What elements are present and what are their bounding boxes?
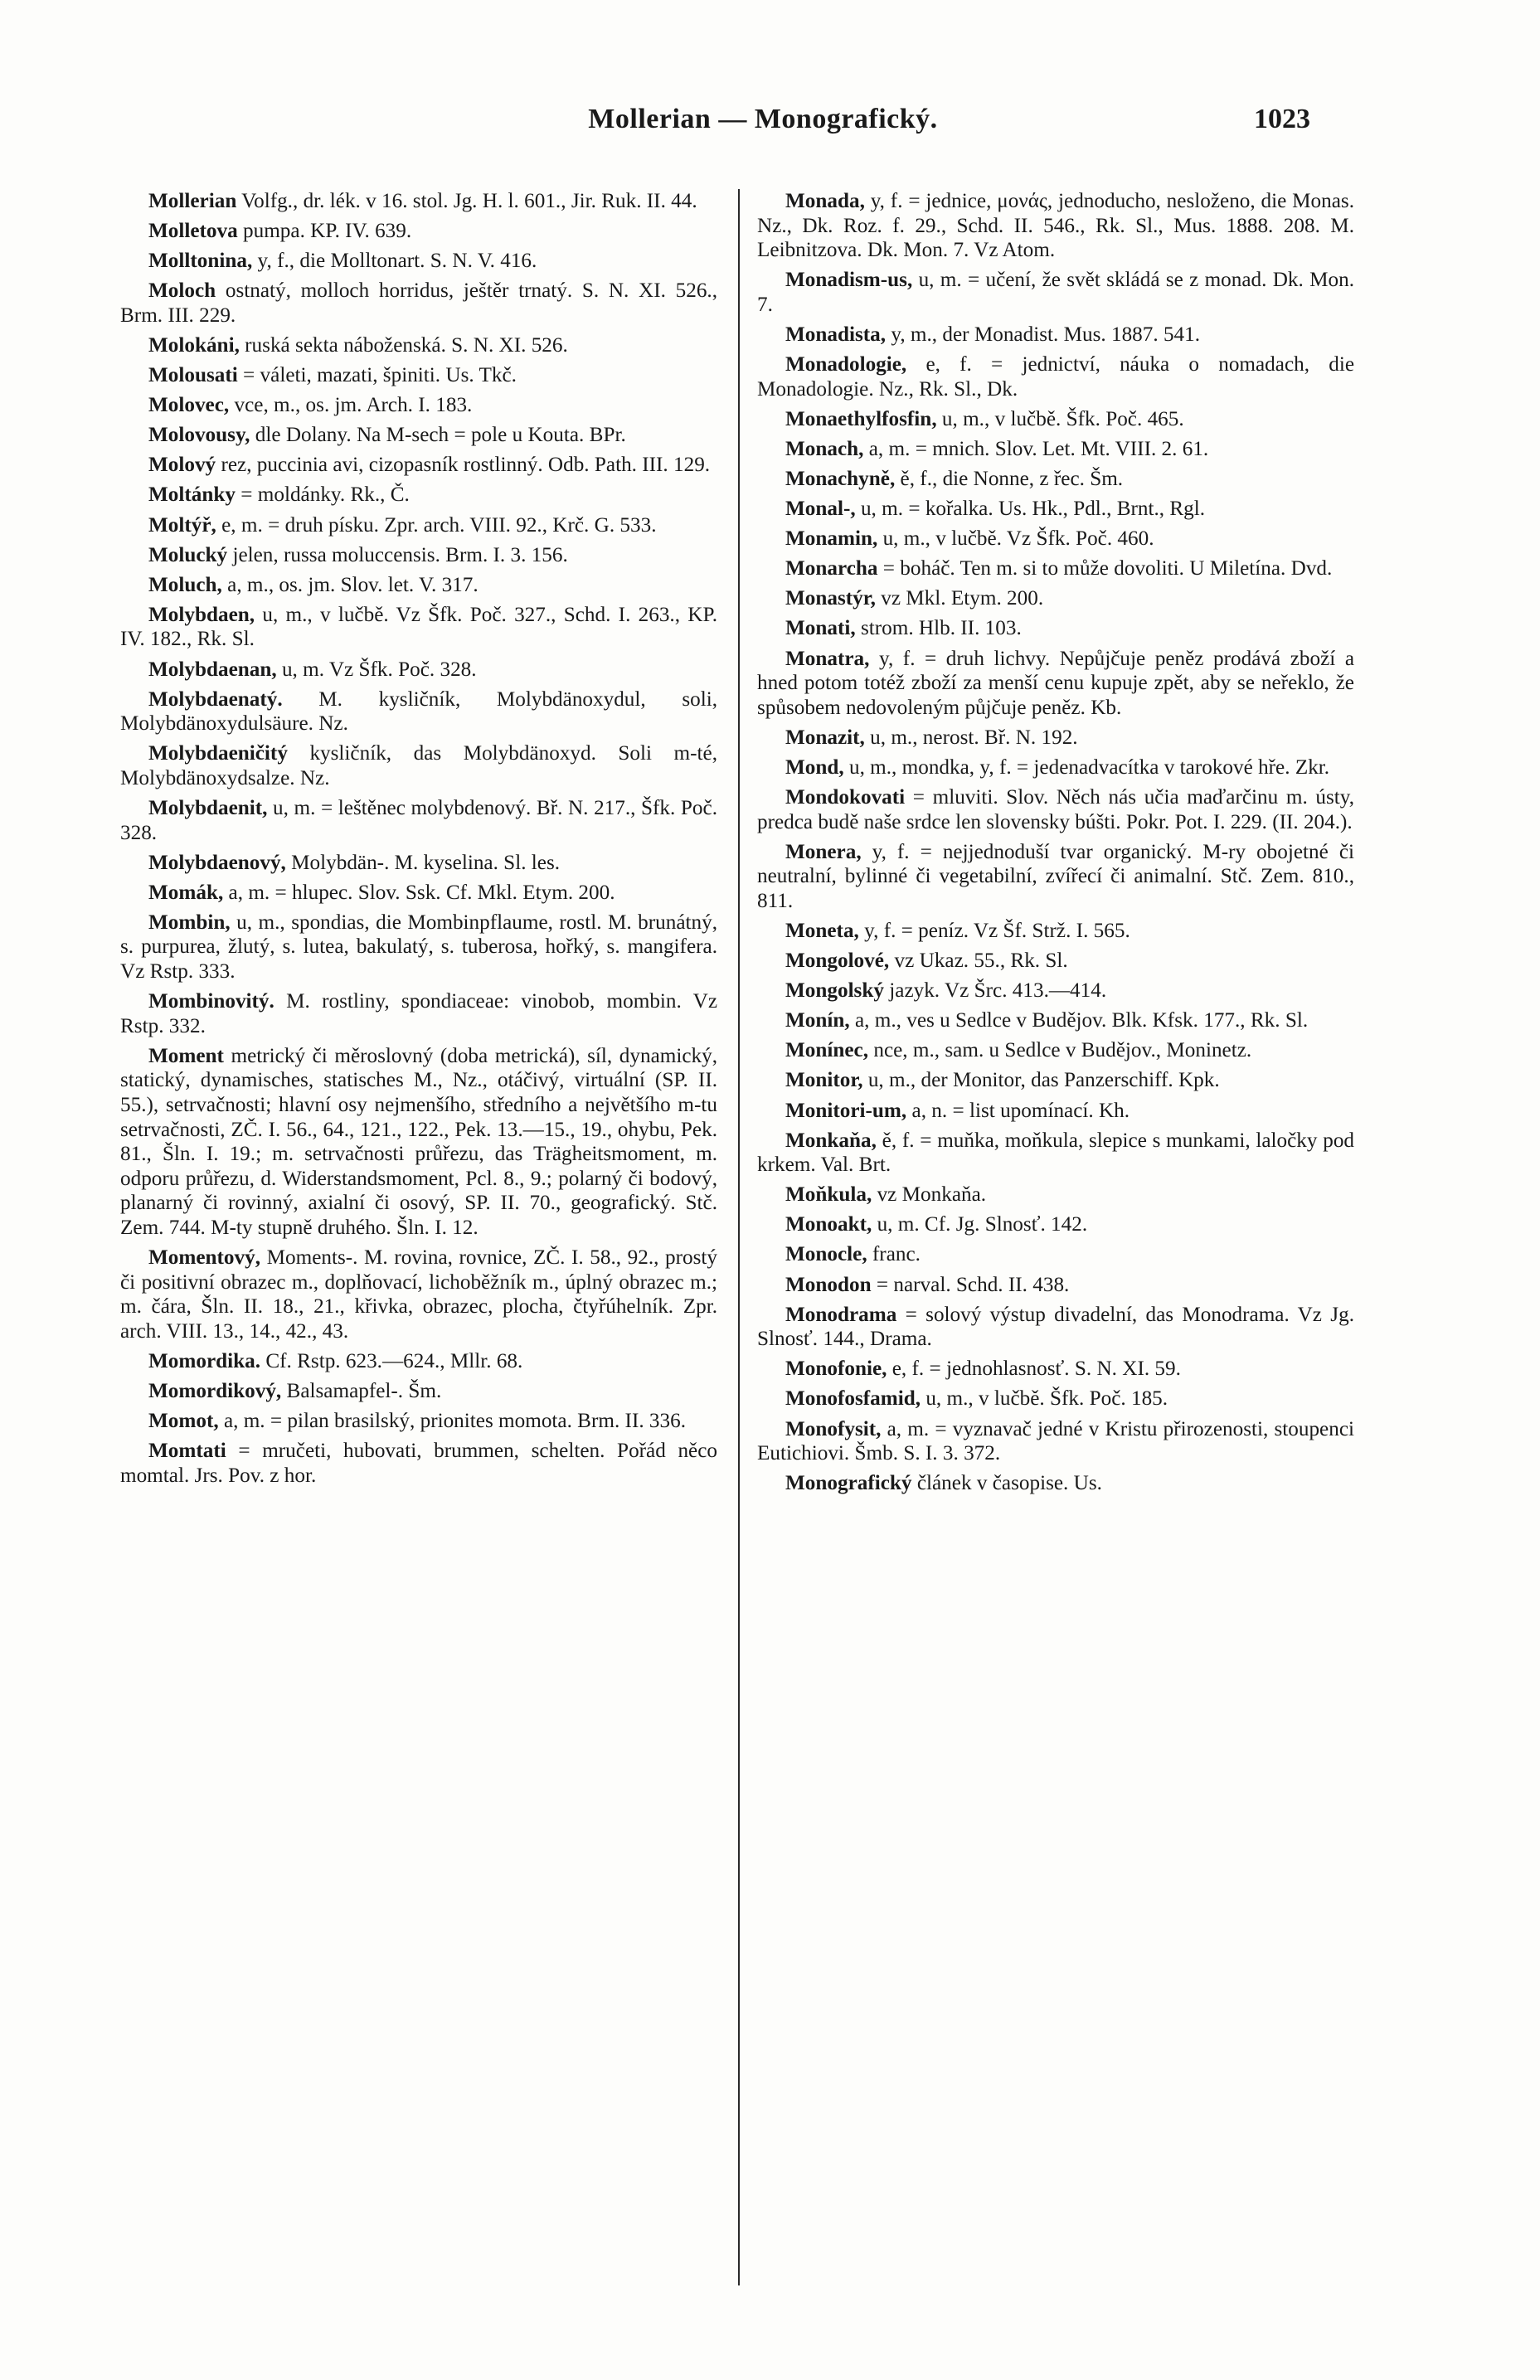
dictionary-entry: [757, 726, 1354, 750]
dictionary-entry: [120, 483, 717, 508]
dictionary-entry: [757, 1417, 1354, 1466]
entry-definition: metrický či měroslovný (doba metrická), síl, dynamický, statický, dynamisches, statisches M., Nz., otáčivý, virtuální (SP. II. 55.), setrvačnosti; hlavní osy nejmenšího, středního a největšího m-tu setrvačnosti, ZČ. I. 56., 64., 121., 122., Pek. 13.—15., 19., ohybu, Pek. 81., Šln. I. 19.; m. setrvačnosti průřezu, das Trägheitsmoment, m. odporu průřezu, d. Widerstandsmoment, Pcl. 8., 9.; polarný či bodový, planarný či rovinný, axialní či osový, SP. II. 70., geografický. Stč. Zem. 744. M-ty stupně druhého. Šln. I. 12.: [120, 1044, 718, 1239]
entry-headword: Momot,: [148, 1410, 219, 1433]
entry-headword: Monera,: [785, 840, 862, 863]
entry-definition: Cf. Rstp. 623.—624., Mllr. 68.: [265, 1349, 523, 1372]
entry-definition: = moldánky. Rk., Č.: [240, 483, 410, 507]
entry-definition: franc.: [872, 1243, 921, 1266]
entry-definition: u, m. Vz Šfk. Poč. 328.: [281, 658, 477, 681]
dictionary-entry: [120, 393, 717, 418]
entry-headword: Mombinovitý.: [148, 990, 274, 1013]
entry-headword: Monazit,: [785, 726, 865, 749]
dictionary-entry: [757, 497, 1354, 522]
entry-headword: Monaethylfosfin,: [785, 407, 937, 430]
dictionary-entry: [757, 352, 1354, 401]
dictionary-entry: [120, 851, 717, 876]
entry-headword: Moluch,: [148, 573, 222, 596]
entry-definition: y, f. = nejjednoduší tvar organický. M-ry obojetné či neutralní, bylinné či vegetabilní, zvířecí či animalní. Stč. Zem. 810., 811.: [757, 840, 1354, 912]
entry-headword: Monal-,: [785, 498, 856, 521]
entry-definition: = mručeti, hubovati, brummen, schelten. Pořád něco momtal. Jrs. Pov. z hor.: [120, 1440, 718, 1487]
entry-headword: Monocle,: [785, 1243, 867, 1266]
entry-definition: a, m. = mnich. Slov. Let. Mt. VIII. 2. 61.: [868, 437, 1209, 460]
entry-definition: u, m. Cf. Jg. Slnosť. 142.: [877, 1213, 1088, 1236]
dictionary-entry: [757, 1273, 1354, 1298]
running-head: [124, 104, 1310, 145]
entry-definition: u, m. = leštěnec molybdenový. Bř. N. 217., Šfk. Poč. 328.: [120, 796, 717, 844]
entry-headword: Monadism-us,: [785, 269, 913, 292]
entry-headword: Monodrama: [785, 1303, 897, 1326]
entry-definition: pumpa. KP. IV. 639.: [243, 220, 412, 243]
dictionary-entry: [757, 1068, 1354, 1093]
entry-headword: Monadologie,: [785, 353, 907, 376]
dictionary-entry: [120, 1439, 717, 1488]
entry-headword: Momordikový,: [148, 1380, 282, 1403]
dictionary-entry: [120, 513, 717, 538]
dictionary-entry: [757, 1183, 1354, 1207]
entry-definition: u, m., nerost. Bř. N. 192.: [870, 726, 1078, 749]
entry-headword: Monínec,: [785, 1039, 869, 1062]
entry-definition: a, m., os. jm. Slov. let. V. 317.: [227, 573, 479, 596]
dictionary-entry: [757, 979, 1354, 1003]
entry-definition: Volfg., dr. lék. v 16. stol. Jg. H. l. 601., Jir. Ruk. II. 44.: [241, 190, 697, 212]
entry-headword: Momentový,: [148, 1246, 261, 1270]
entry-headword: Monofysit,: [785, 1417, 882, 1440]
entry-headword: Monadista,: [785, 323, 887, 346]
dictionary-entry: [120, 1246, 717, 1343]
entry-definition: a, m. = pilan brasilský, prionites momota. Brm. II. 336.: [223, 1410, 687, 1433]
entry-definition: = boháč. Ten m. si to může dovoliti. U Miletína. Dvd.: [882, 557, 1333, 580]
dictionary-entry: [757, 647, 1354, 721]
entry-definition: ě, f. = muňka, moňkula, slepice s munkami, laločky pod krkem. Val. Brt.: [757, 1129, 1355, 1177]
entry-definition: nce, m., sam. u Sedlce v Budějov., Moninetz.: [873, 1039, 1252, 1062]
dictionary-entry: [120, 219, 717, 244]
dictionary-entry: [757, 1129, 1354, 1178]
entry-definition: a, m., ves u Sedlce v Budějov. Blk. Kfsk. 177., Rk. Sl.: [854, 1009, 1309, 1032]
entry-definition: u, m., v lučbě. Šfk. Poč. 185.: [925, 1387, 1168, 1411]
entry-definition: vz Mkl. Etym. 200.: [881, 587, 1044, 610]
entry-definition: y, f. = jednice, μονάς, jednoducho, nesloženo, die Monas. Nz., Dk. Roz. f. 29., Schd. II. 546., Rk. Sl., Mus. 1888. 208. M. Leibnitzova. Dk. Mon. 7. Vz Atom.: [757, 190, 1354, 262]
dictionary-entry: [120, 911, 717, 984]
entry-definition: u, m., spondias, die Mombinpflaume, rostl. M. brunátný, s. purpurea, žlutý, s. lutea, bakulatý, s. tuberosa, hořký, s. mangifera. Vz Rstp. 333.: [120, 911, 717, 984]
entry-headword: Molokáni,: [148, 333, 240, 357]
page-number: 1023: [1254, 104, 1310, 134]
entry-headword: Momák,: [148, 881, 224, 904]
entry-headword: Monach,: [785, 437, 864, 460]
entry-definition: y, f. = druh lichvy. Nepůjčuje peněz prodává zboží a hned potom totéž zboží za menší cenu kupuje zpět, aby se neřeklo, že spůsobem nedovoleným půjčuje peněz. Kb.: [757, 647, 1354, 719]
entry-headword: Mombin,: [148, 911, 231, 934]
entry-headword: Molybdaenan,: [148, 658, 277, 681]
entry-definition: jazyk. Vz Šrc. 413.—414.: [889, 979, 1107, 1003]
entry-definition: y, f. = peníz. Vz Šf. Strž. I. 565.: [864, 919, 1130, 942]
entry-definition: e, f. = jednictví, náuka o nomadach, die Monadologie. Nz., Rk. Sl., Dk.: [757, 353, 1355, 401]
dictionary-entry: [120, 881, 717, 906]
entry-definition: a, n. = list upomínací. Kh.: [911, 1099, 1130, 1122]
dictionary-entry: [757, 556, 1354, 581]
entry-headword: Monografický: [785, 1472, 912, 1495]
dictionary-entry: [757, 1471, 1354, 1496]
entry-headword: Monitor,: [785, 1069, 863, 1092]
dictionary-entry: [120, 423, 717, 448]
entry-definition: e, f. = jednohlasnosť. S. N. XI. 59.: [891, 1358, 1181, 1381]
entry-headword: Monada,: [785, 190, 865, 212]
entry-headword: Monatra,: [785, 647, 870, 670]
dictionary-entry: [757, 1212, 1354, 1237]
entry-headword: Mondokovati: [785, 785, 906, 809]
dictionary-entry: [120, 189, 717, 214]
entry-definition: ostnatý, molloch horridus, ještěr trnatý. S. N. XI. 526., Brm. III. 229.: [120, 279, 718, 327]
entry-definition: strom. Hlb. II. 103.: [860, 617, 1022, 640]
dictionary-entry: [120, 658, 717, 682]
entry-definition: vce, m., os. jm. Arch. I. 183.: [234, 394, 473, 417]
entry-headword: Molybdaenový,: [148, 851, 286, 874]
entry-headword: Molovousy,: [148, 424, 250, 447]
dictionary-entry: [757, 407, 1354, 432]
entry-definition: u, m., mondka, y, f. = jedenadvacítka v tarokové hře. Zkr.: [848, 755, 1330, 779]
entry-headword: Moloch: [148, 279, 216, 303]
entry-headword: Monofonie,: [785, 1358, 887, 1381]
dictionary-entry: [757, 755, 1354, 780]
dictionary-entry: [120, 741, 717, 790]
dictionary-entry: [120, 543, 717, 568]
dictionary-entry: [757, 437, 1354, 462]
entry-definition: článek v časopise. Us.: [916, 1472, 1102, 1495]
entry-headword: Molletova: [148, 220, 238, 243]
entry-headword: Mollerian: [148, 190, 237, 212]
entry-headword: Monamin,: [785, 527, 878, 551]
dictionary-entry: [757, 527, 1354, 551]
entry-definition: ě, f., die Nonne, z řec. Šm.: [900, 467, 1124, 490]
entry-definition: a, m. = vyznavač jedné v Kristu přirozenosti, stoupenci Eutichiovi. Šmb. S. I. 3. 372.: [757, 1417, 1354, 1465]
entry-headword: Moňkula,: [785, 1183, 872, 1207]
dictionary-entry: [120, 573, 717, 598]
dictionary-entry: [757, 1099, 1354, 1124]
entry-definition: y, m., der Monadist. Mus. 1887. 541.: [891, 323, 1201, 346]
entry-headword: Molltonina,: [148, 250, 253, 273]
dictionary-entry: [757, 949, 1354, 974]
dictionary-entry: [120, 1409, 717, 1434]
dictionary-entry: [757, 323, 1354, 347]
entry-definition: y, f., die Molltonart. S. N. V. 416.: [257, 250, 537, 273]
entry-definition: kysličník, das Molybdänoxyd. Soli m-té, Molybdänoxydsalze. Nz.: [120, 742, 717, 789]
entry-headword: Moneta,: [785, 919, 859, 942]
entry-definition: u, m. = kořalka. Us. Hk., Pdl., Brnt., Rgl.: [860, 498, 1206, 521]
entry-definition: Balsamapfel-. Šm.: [286, 1380, 442, 1403]
dictionary-entry: [757, 1357, 1354, 1382]
dictionary-entry: [120, 687, 717, 736]
entry-definition: = mluviti. Slov. Něch nás učia maďarčinu m. ústy, predca budě naše srdce len slovensky búšti. Pokr. Pot. I. 229. (II. 204.).: [757, 785, 1355, 833]
entry-headword: Molovec,: [148, 394, 230, 417]
dictionary-entry: [120, 796, 717, 845]
dictionary-entry: [120, 1044, 717, 1241]
entry-headword: Mongolové,: [785, 950, 890, 973]
entry-headword: Monoakt,: [785, 1213, 872, 1236]
entry-headword: Molový: [148, 454, 216, 477]
dictionary-entry: [120, 333, 717, 358]
entry-definition: = narval. Schd. II. 438.: [876, 1273, 1070, 1296]
entry-headword: Monodon: [785, 1273, 872, 1296]
entry-definition: vz Monkaňa.: [877, 1183, 987, 1207]
entry-definition: u, m. = učení, že svět skládá se z monad. Dk. Mon. 7.: [757, 269, 1355, 316]
dictionary-entry: [120, 1349, 717, 1374]
entry-definition: e, m. = druh písku. Zpr. arch. VIII. 92., Krč. G. 533.: [221, 513, 657, 537]
dictionary-entry: [757, 1038, 1354, 1063]
entry-definition: u, m., v lučbě. Vz Šfk. Poč. 327., Schd. I. 263., KP. IV. 182., Rk. Sl.: [120, 603, 717, 651]
entry-definition: ruská sekta náboženská. S. N. XI. 526.: [245, 333, 568, 357]
entry-definition: = solový výstup divadelní, das Monodrama. Vz Jg. Slnosť. 144., Drama.: [757, 1303, 1354, 1351]
entry-definition: M. kysličník, Molybdänoxydul, soli, Molybdänoxydulsäure. Nz.: [120, 687, 718, 736]
dictionary-entry: [120, 1379, 717, 1404]
column-divider: [738, 189, 740, 2285]
entry-definition: Molybdän-. M. kyselina. Sl. les.: [291, 851, 561, 874]
dictionary-entry: [120, 453, 717, 478]
entry-definition: dle Dolany. Na M-sech = pole u Kouta. BPr.: [255, 424, 626, 447]
dictionary-entry: [120, 989, 717, 1038]
entry-headword: Mongolský: [785, 979, 884, 1003]
entry-definition: u, m., der Monitor, das Panzerschiff. Kpk.: [867, 1069, 1220, 1092]
dictionary-entry: [757, 840, 1354, 914]
entry-definition: = váleti, mazati, špiniti. Us. Tkč.: [243, 364, 517, 387]
entry-definition: jelen, russa moluccensis. Brm. I. 3. 156.: [232, 543, 568, 566]
dictionary-entry: [120, 249, 717, 274]
left-column: [120, 189, 717, 1494]
entry-definition: u, m., v lučbě. Vz Šfk. Poč. 460.: [882, 527, 1154, 551]
entry-headword: Moment: [148, 1044, 224, 1067]
entry-headword: Monkaňa,: [785, 1129, 877, 1152]
entry-headword: Monarcha: [785, 557, 878, 580]
entry-headword: Molucký: [148, 543, 228, 566]
dictionary-entry: [757, 785, 1354, 834]
dictionary-entry: [757, 1303, 1354, 1352]
right-column: [757, 189, 1354, 1501]
entry-headword: Momordika.: [148, 1349, 261, 1372]
entry-headword: Moltánky: [148, 483, 236, 507]
entry-headword: Monachyně,: [785, 467, 896, 490]
dictionary-entry: [120, 603, 717, 652]
entry-headword: Monati,: [785, 617, 856, 640]
entry-headword: Momtati: [148, 1440, 226, 1463]
entry-headword: Molousati: [148, 364, 238, 387]
dictionary-entry: [757, 467, 1354, 492]
entry-definition: vz Ukaz. 55., Rk. Sl.: [894, 950, 1068, 973]
entry-definition: a, m. = hlupec. Slov. Ssk. Cf. Mkl. Etym. 200.: [228, 881, 615, 904]
entry-definition: rez, puccinia avi, cizopasník rostlinný. Odb. Path. III. 129.: [221, 454, 711, 477]
entry-headword: Moltýř,: [148, 513, 216, 537]
entry-headword: Monitori-um,: [785, 1099, 907, 1122]
entry-headword: Molybdaeničitý: [148, 742, 288, 765]
dictionary-entry: [120, 363, 717, 388]
dictionary-entry: [757, 616, 1354, 641]
page-title: Mollerian — Monografický.: [588, 104, 938, 134]
entry-headword: Mond,: [785, 755, 844, 779]
dictionary-entry: [757, 1008, 1354, 1033]
entry-headword: Monín,: [785, 1009, 850, 1032]
dictionary-entry: [757, 1387, 1354, 1411]
entry-definition: M. rostliny, spondiaceae: vinobob, mombin. Vz Rstp. 332.: [120, 990, 718, 1037]
dictionary-entry: [757, 586, 1354, 611]
entry-headword: Molybdaenatý.: [148, 687, 283, 711]
dictionary-entry: [757, 268, 1354, 317]
dictionary-entry: [757, 1242, 1354, 1267]
entry-definition: u, m., v lučbě. Šfk. Poč. 465.: [941, 407, 1184, 430]
dictionary-entry: [757, 189, 1354, 263]
entry-headword: Monofosfamid,: [785, 1387, 921, 1411]
dictionary-entry: [120, 279, 717, 328]
entry-headword: Molybdaenit,: [148, 796, 268, 819]
entry-headword: Monastýr,: [785, 587, 876, 610]
entry-definition: Moments-. M. rovina, rovnice, ZČ. I. 58., 92., prostý či positivní obrazec m., doplňovací, lichoběžník m., úplný obrazec m.; m. čára, Šln. II. 18., 21., křivka, obrazec, plocha, čtyřúhelník. Zpr. arch. VIII. 13., 14., 42., 43.: [120, 1246, 717, 1343]
dictionary-entry: [757, 919, 1354, 944]
entry-headword: Molybdaen,: [148, 603, 255, 626]
